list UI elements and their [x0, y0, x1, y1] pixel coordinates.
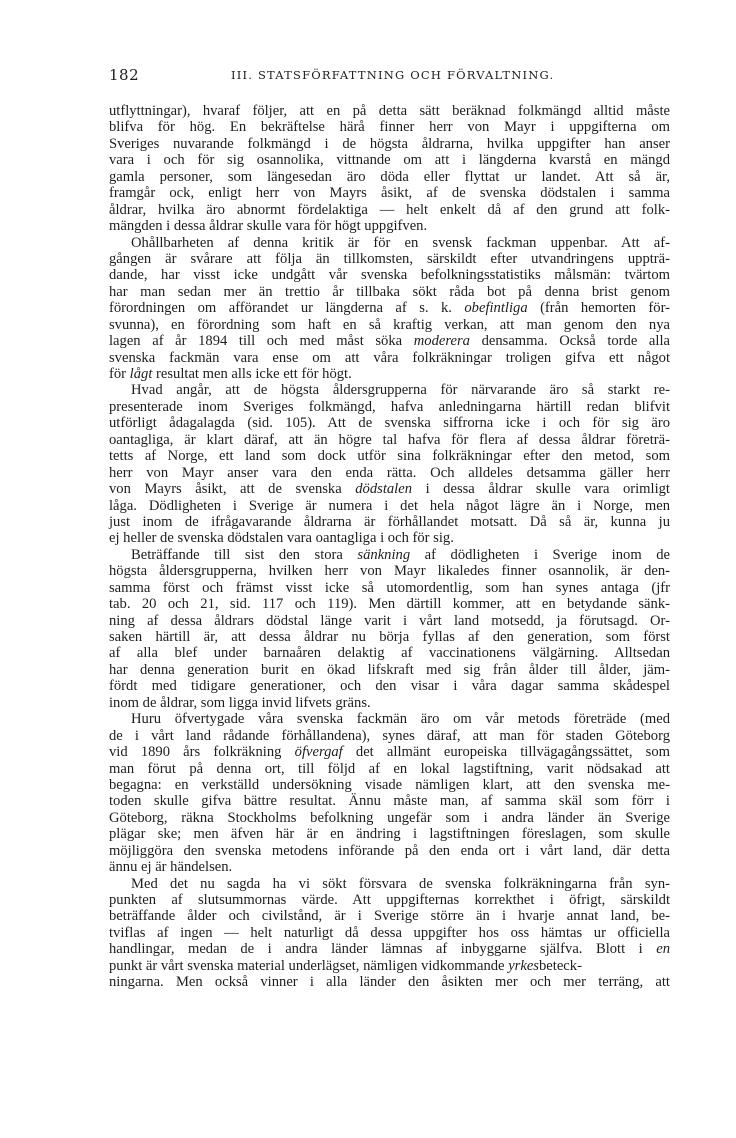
text-span: beträffande ålder och civilstånd, är i Sverige större än i hvarje annat land, be-: [109, 908, 670, 925]
text-span: plägar ske; men äfven här är en ändring i lagstiftningen föreslagen, som skulle: [109, 826, 670, 843]
text-line: [109, 169, 670, 185]
text-line: [109, 382, 670, 398]
body-text: [109, 103, 670, 991]
text-line: [109, 103, 670, 119]
text-span: har denna generation burit en ökad lifskraft med sig från ålder till ålder, jäm-: [109, 661, 670, 678]
text-span: de i vårt land rådande förhållandena), synes däraf, att man för staden Göteborg: [109, 727, 670, 744]
text-span: tab. 20 och 21, sid. 117 och 119). Men därtill kommer, att en betydande sänk-: [109, 596, 670, 613]
emphasized-text: öfvergaf: [294, 744, 343, 761]
text-span: mängden i dessa åldrar skulle vara för högt uppgifven.: [109, 218, 428, 235]
text-line: [109, 563, 670, 579]
text-line: [109, 235, 670, 251]
page-number: 182: [109, 66, 140, 84]
text-line: [109, 317, 670, 333]
text-line: [109, 514, 670, 530]
text-span: svunna), en förordning som haft en så kraftig verkan, att man genom den nya: [109, 316, 670, 333]
text-line: [109, 136, 670, 152]
text-span: just inom de ifrågavarande åldrarna är förhållandet motsatt. Då så är, kunna ju: [109, 513, 670, 530]
text-line: [109, 415, 670, 431]
text-line: [109, 711, 670, 727]
text-line: [109, 333, 670, 349]
text-span: Huru öfvertygade våra svenska fackmän äro om vår metods företräde (med: [131, 711, 670, 728]
text-span: handlingar, medan de i andra länder lämnas af inbyggarne själfva. Blott i: [109, 941, 657, 958]
text-span: Sveriges nuvarande folkmängd i de högsta åldrarna, hvilka uppgifter han anser: [109, 135, 670, 152]
text-span: möjliggöra den svenska metodens införande på den enda ort i vårt land, där detta: [109, 842, 670, 859]
text-span: von Mayrs åsikt, att de svenska: [109, 481, 356, 498]
text-line: [109, 613, 670, 629]
emphasized-text: obefintliga: [464, 300, 528, 317]
text-line: [109, 728, 670, 744]
text-line: [109, 251, 670, 267]
text-span: utförligt ådagalagda (sid. 105). Att de svenska siffrorna icke i och för sig äro: [109, 415, 670, 432]
text-span: af dödligheten i Sverige inom de: [410, 546, 670, 563]
text-line: [109, 530, 670, 546]
text-span: låga. Dödligheten i Sverige är numera i det hela något lägre än i Norge, men: [109, 497, 670, 514]
emphasized-text: sänkning: [357, 546, 411, 563]
text-line: [109, 695, 670, 711]
text-span: blifva för hög. En bekräftelse härå finner herr von Mayr i uppgifterna om: [109, 119, 670, 136]
text-span: fördt med tidigare generationer, och den visar i våra dagar samma skådespel: [109, 678, 670, 695]
text-line: [109, 908, 670, 924]
text-line: [109, 218, 670, 234]
text-span: för: [109, 366, 130, 382]
text-span: ning af dessa åldrars dödstal länge varit i vårt land motsedd, ja förutsagd. Or-: [109, 612, 670, 629]
text-span: förordningen om afförandet ur längderna af s. k.: [109, 300, 465, 317]
running-head: III. STATSFÖRFATTNING OCH FÖRVALTNING.: [231, 68, 555, 82]
text-line: [109, 185, 670, 201]
text-span: i dessa åldrar skulle vara orimligt: [412, 481, 670, 498]
text-line: [109, 892, 670, 908]
text-line: [109, 481, 670, 497]
text-line: [109, 596, 670, 612]
text-span: lagen af år 1894 till och med måst söka: [109, 333, 414, 350]
text-span: Hvad angår, att de högsta åldersgrupperna för närvarande äro så starkt re-: [131, 382, 670, 399]
text-span: ej heller de svenska dödstalen vara oantagliga i och för sig.: [109, 530, 454, 547]
text-span: presenterade inom Sveriges folkmängd, hafva anledningarna härtill redan blifvit: [109, 398, 670, 415]
emphasized-text: lågt: [129, 366, 153, 382]
text-span: svenska fackmän vara ense om att våra folkräkningar troligen gifva ett något: [109, 349, 670, 366]
text-line: [109, 366, 670, 382]
text-line: [109, 793, 670, 809]
text-span: dande, har visst icke undgått vår svenska befolkningsstatistiks målsmän: tvärtom: [109, 267, 670, 284]
text-line: [109, 777, 670, 793]
text-line: [109, 202, 670, 218]
text-span: Göteborg, räkna Stockholms befolkning ungefär som i andra länder än Sverige: [109, 809, 670, 826]
text-span: högsta åldersgrupperna, hvilken herr von Mayr likaledes finner osannolik, är den-: [109, 563, 670, 580]
text-span: ännu ej är händelsen.: [109, 859, 233, 876]
text-line: [109, 925, 670, 941]
text-line: [109, 958, 670, 974]
text-span: gamla personer, som längesedan äro döda eller flyttat ur landet. Att så är,: [109, 168, 670, 185]
text-line: [109, 678, 670, 694]
text-line: [109, 432, 670, 448]
text-span: saken härtill är, att dessa åldrar nu börja fyllas af den generation, som först: [109, 629, 670, 645]
emphasized-text: moderera: [413, 333, 470, 350]
text-span: tviflas af ingen — helt naturligt då dessa uppgifter hos oss hämtas ur officiella: [109, 924, 670, 941]
text-span: densamma. Också torde alla: [469, 333, 670, 350]
emphasized-text: en: [656, 941, 670, 958]
text-span: samma först och främst visst icke så utomordentlig, som han synes antaga (jfr: [109, 579, 670, 596]
text-line: [109, 399, 670, 415]
text-span: åldrar, hvilka äro abnormt fördelaktiga — helt enkelt då af den grund att folk-: [109, 201, 670, 218]
text-line: [109, 267, 670, 283]
text-span: inom de åldrar, som ligga invid lifvets gräns.: [109, 694, 371, 711]
text-span: beteck-: [538, 957, 582, 974]
text-span: man förut på denna ort, till följd af en lokal lagstiftning, varit nödsakad att: [109, 760, 670, 777]
text-line: [109, 843, 670, 859]
text-span: punkt är vårt svenska material underlägset, nämligen vidkommande: [109, 957, 509, 974]
text-span: resultat men alls icke ett för högt.: [152, 366, 352, 382]
page-header: [109, 66, 669, 86]
text-span: tetts af Norge, ett land som dock utför sina folkräkningar efter den metod, som: [109, 448, 670, 465]
text-line: [109, 284, 670, 300]
text-line: [109, 662, 670, 678]
text-line: [109, 941, 670, 957]
text-span: Ohållbarheten af denna kritik är för en svensk fackman uppenbar. Att af-: [131, 234, 670, 251]
text-line: [109, 761, 670, 777]
text-span: vid 1890 års folkräkning: [109, 744, 295, 761]
text-line: [109, 629, 670, 645]
text-span: utflyttningar), hvaraf följer, att en på detta sätt beräknad folkmängd alltid måste: [109, 103, 670, 119]
text-line: [109, 498, 670, 514]
text-span: punkten af slutsummornas värde. Att uppgifternas korrekthet i öfrigt, särskildt: [109, 892, 670, 908]
text-span: toden skulle gifva bättre resultat. Ännu måste man, af samma skäl som förr i: [109, 793, 670, 810]
text-line: [109, 152, 670, 168]
text-line: [109, 448, 670, 464]
text-line: [109, 810, 670, 826]
text-line: [109, 645, 670, 661]
text-span: framgår ock, enligt herr von Mayrs åsikt, af de svenska dödstalen i samma: [109, 185, 670, 202]
text-span: oantagliga, är klart däraf, att än högre tal hafva för flera af dessa åldrar företrä-: [109, 431, 670, 448]
text-line: [109, 580, 670, 596]
emphasized-text: yrkes: [508, 957, 539, 974]
text-span: Beträffande till sist den stora: [131, 546, 358, 563]
text-span: gången är svårare att följa än tillkomsten, särskildt efter utvandringens uppträ-: [109, 250, 670, 267]
text-line: [109, 859, 670, 875]
text-line: [109, 744, 670, 760]
text-span: herr von Mayr anser vara den enda rätta. Och alldeles detsamma gäller herr: [109, 464, 670, 481]
text-span: (från hemorten för-: [527, 300, 670, 317]
emphasized-text: dödstalen: [355, 481, 413, 498]
text-line: [109, 465, 670, 481]
text-span: har man sedan mer än trettio år tillbaka sökt råda bot på denna brist genom: [109, 283, 670, 300]
text-span: af alla blef under barnaåren delaktig af vaccinationens välgärning. Alltsedan: [109, 645, 670, 662]
text-span: det allmänt europeiska tillvägagångssättet, som: [342, 744, 670, 761]
text-line: [109, 876, 670, 892]
text-span: vara i och för sig osannolika, vittnande om att i längderna kvarstå en mängd: [109, 152, 670, 169]
text-line: [109, 119, 670, 135]
text-line: [109, 974, 670, 990]
text-line: [109, 547, 670, 563]
text-span: Med det nu sagda ha vi sökt försvara de svenska folkräkningarna från syn-: [131, 875, 670, 892]
text-span: begagna: en verkställd undersökning visade nämligen klart, att den svenska me-: [109, 776, 670, 793]
text-line: [109, 350, 670, 366]
text-span: ningarna. Men också vinner i alla länder den åsikten mer och mer terräng, att: [109, 974, 670, 991]
text-line: [109, 300, 670, 316]
text-line: [109, 826, 670, 842]
